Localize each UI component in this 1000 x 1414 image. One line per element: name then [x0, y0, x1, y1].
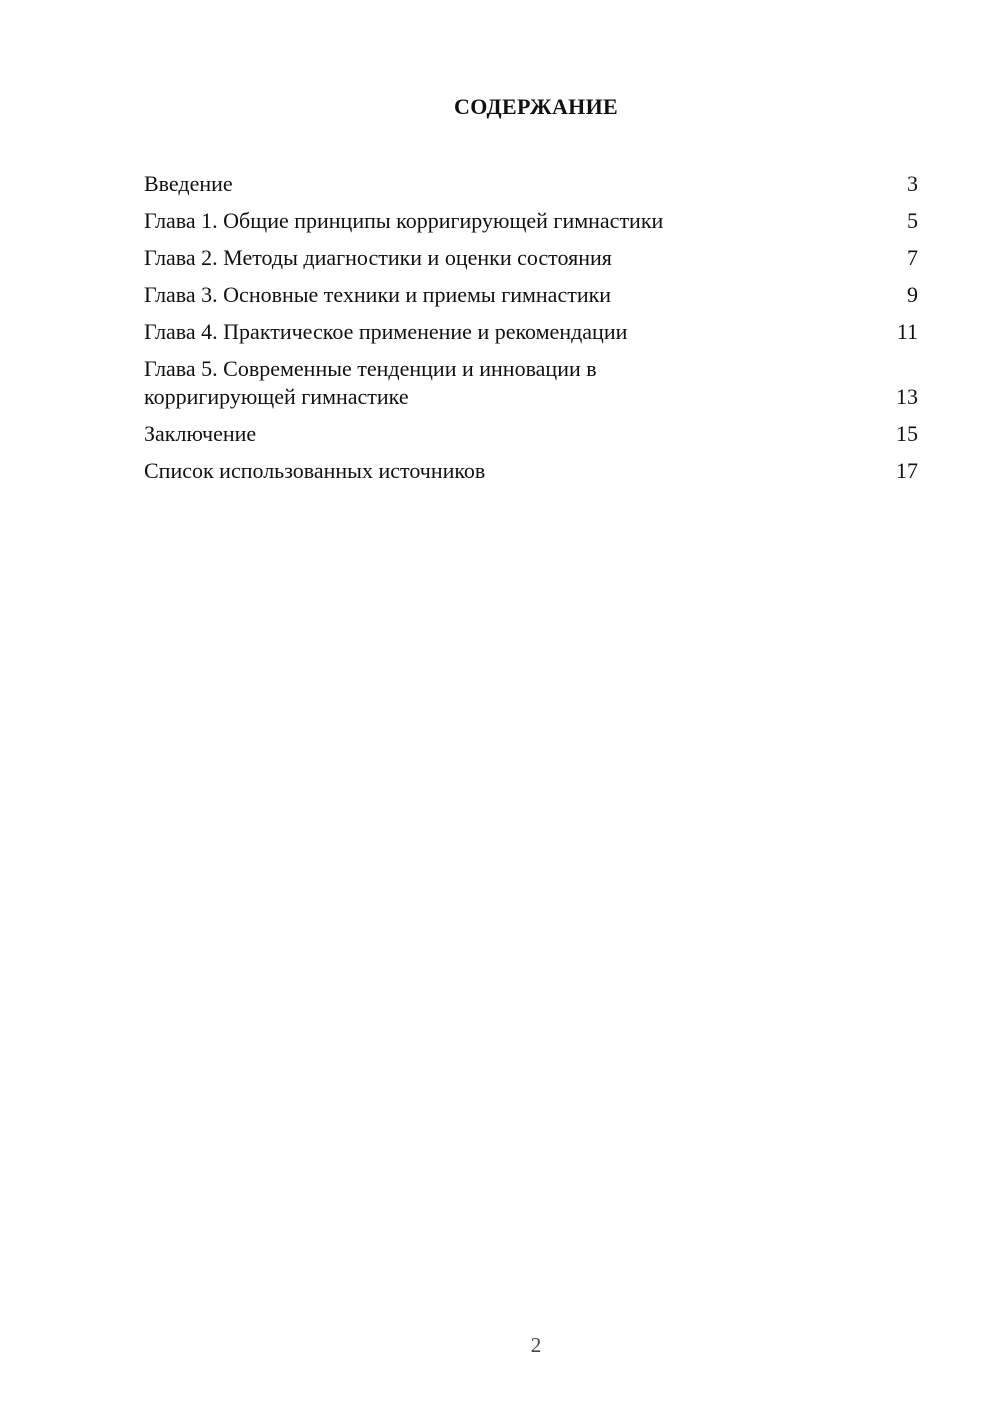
- toc-entry-chapter-2: [144, 244, 918, 272]
- toc-entry-chapter-1: [144, 207, 918, 235]
- toc-entry-label: Заключение: [144, 421, 257, 446]
- toc-entry-chapter-3: [144, 281, 918, 309]
- toc-entry-chapter-4: [144, 318, 918, 346]
- toc-entry-references: [144, 457, 918, 485]
- toc-entry-chapter-5: [144, 355, 918, 411]
- toc-entry-page: 15: [896, 421, 918, 446]
- toc-entry-label: Глава 4. Практическое применение и рекомендации: [144, 319, 628, 344]
- toc-entry-page: 9: [907, 282, 918, 307]
- toc-entry-page: 7: [907, 245, 918, 270]
- table-of-contents: [144, 170, 918, 494]
- toc-entry-page: 17: [896, 458, 918, 483]
- toc-entry-page: 13: [896, 384, 918, 409]
- toc-entry-label: Глава 5. Современные тенденции и инновации в корригирующей гимнастике: [144, 356, 597, 409]
- toc-entry-label: Глава 1. Общие принципы корригирующей гимнастики: [144, 208, 664, 233]
- toc-entry-label: Список использованных источников: [144, 458, 486, 483]
- toc-entry-page: 11: [896, 319, 918, 344]
- toc-title: СОДЕРЖАНИЕ: [454, 94, 618, 119]
- toc-entry-label: Глава 3. Основные техники и приемы гимнастики: [144, 282, 612, 307]
- page-number: 2: [530, 1333, 542, 1357]
- toc-entry-page: 3: [907, 171, 918, 196]
- toc-entry-introduction: [144, 170, 918, 198]
- toc-entry-page: 5: [907, 208, 918, 233]
- toc-entry-label: Глава 2. Методы диагностики и оценки состояния: [144, 245, 612, 270]
- toc-entry-conclusion: [144, 420, 918, 448]
- toc-entry-label: Введение: [144, 171, 233, 196]
